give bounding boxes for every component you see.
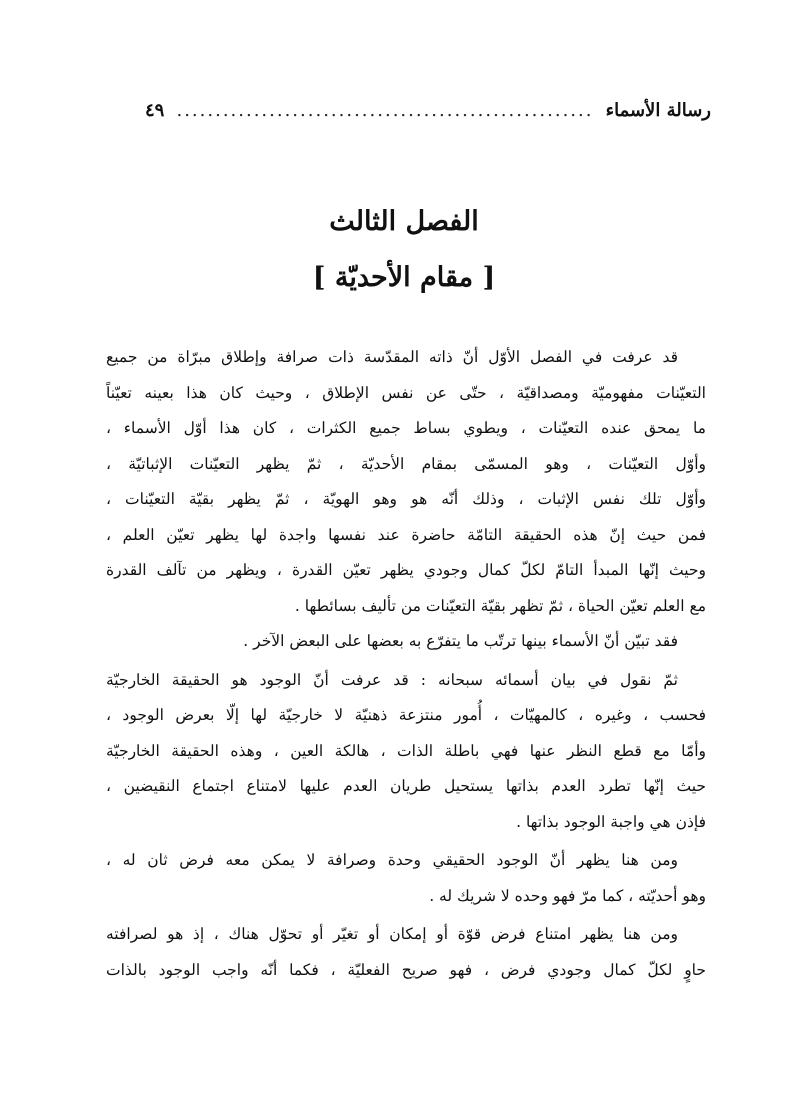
text-line: فقد تبيّن أنّ الأسماء بينها ترتّب ما يتفرّع به بعضها على البعض الآخر . [243,632,678,650]
text-line: فحسب ، وغيره ، كالمهيّات ، أُمور منتزعة ذهنيّة لا خارجيّة لها إلّا بعرض الوجود ، [106,706,706,724]
paragraph-2 [106,624,706,660]
text-line: حيث إنّها تطرد العدم بذاتها يستحيل طريان العدم عليها لامتناع اجتماع النقيضين ، [106,777,706,795]
body-text [106,340,706,988]
text-line: ومن هنا يظهر امتناع فرض قوّة أو إمكان أو تغيّر أو تحوّل هناك ، إذ هو لصرافته [106,925,678,943]
paragraph-3 [106,663,706,841]
chapter-title: الفصل الثالث [329,206,479,237]
running-title: رسالة الأسماء [605,100,711,121]
running-header [145,100,711,132]
text-line: وهو أحديّته ، كما مرّ فهو وحده لا شريك له . [429,886,706,905]
text-line: مع العلم تعيّن الحياة ، ثمّ تظهر بقيّة التعيّنات من تأليف بسائطها . [294,596,706,615]
text-line: فإذن هي واجبة الوجود بذاتها . [516,812,706,831]
paragraph-4 [106,843,706,914]
paragraph-1 [106,340,706,624]
text-line: وأوّل التعيّنات ، وهو المسمّى بمقام الأحديّة ، ثمّ يظهر التعيّنات الإثباتيّة ، [106,454,706,473]
chapter-subtitle: [ مقام الأحديّة ] [312,262,496,293]
text-line: فمن حيث إنّ هذه الحقيقة التامّة حاضرة عند نفسها واجدة لها يظهر تعيّن العلم ، [106,525,706,544]
text-line: التعيّنات مفهوميّة ومصداقيّة ، حتّى عن نفس الإطلاق ، وحيث كان هذا بعينه تعيّناً [106,383,706,402]
text-line: قد عرفت في الفصل الأوّل أنّ ذاته المقدّسة ذات صرافة وإطلاق مبرّاة من جميع [106,348,678,366]
text-line: ومن هنا يظهر أنّ الوجود الحقيقي وحدة وصرافة لا يمكن معه فرض ثان له ، [106,851,678,869]
dot-leader: ...................................................... [176,100,594,121]
paragraph-5 [106,917,706,988]
text-line: وأمّا مع قطع النظر عنها فهي باطلة الذات ، هالكة العين ، وهذه الحقيقة الخارجيّة [106,741,706,760]
page-number: ٤٩ [145,100,165,121]
text-line: حاوٍ لكلّ كمال وجودي فرض ، فهو صريح الفعليّة ، فكما أنّه واجب الوجود بالذات [106,960,706,979]
text-line: وحيث إنّها المبدأ التامّ لكلّ كمال وجودي يظهر تعيّن القدرة ، ويظهر من تآلف القدرة [106,561,706,579]
text-line: ما يمحق عنده التعيّنات ، ويطوي بساط جميع الكثرات ، كان هذا أوّل الأسماء ، [106,419,706,437]
text-line: وأوّل تلك نفس الإثبات ، وذلك أنّه هو وهو الهويّة ، ثمّ يظهر بقيّة التعيّنات ، [106,490,706,508]
text-line: ثمّ نقول في بيان أسمائه سبحانه : قد عرفت أنّ الوجود هو الحقيقة الخارجيّة [106,670,678,689]
